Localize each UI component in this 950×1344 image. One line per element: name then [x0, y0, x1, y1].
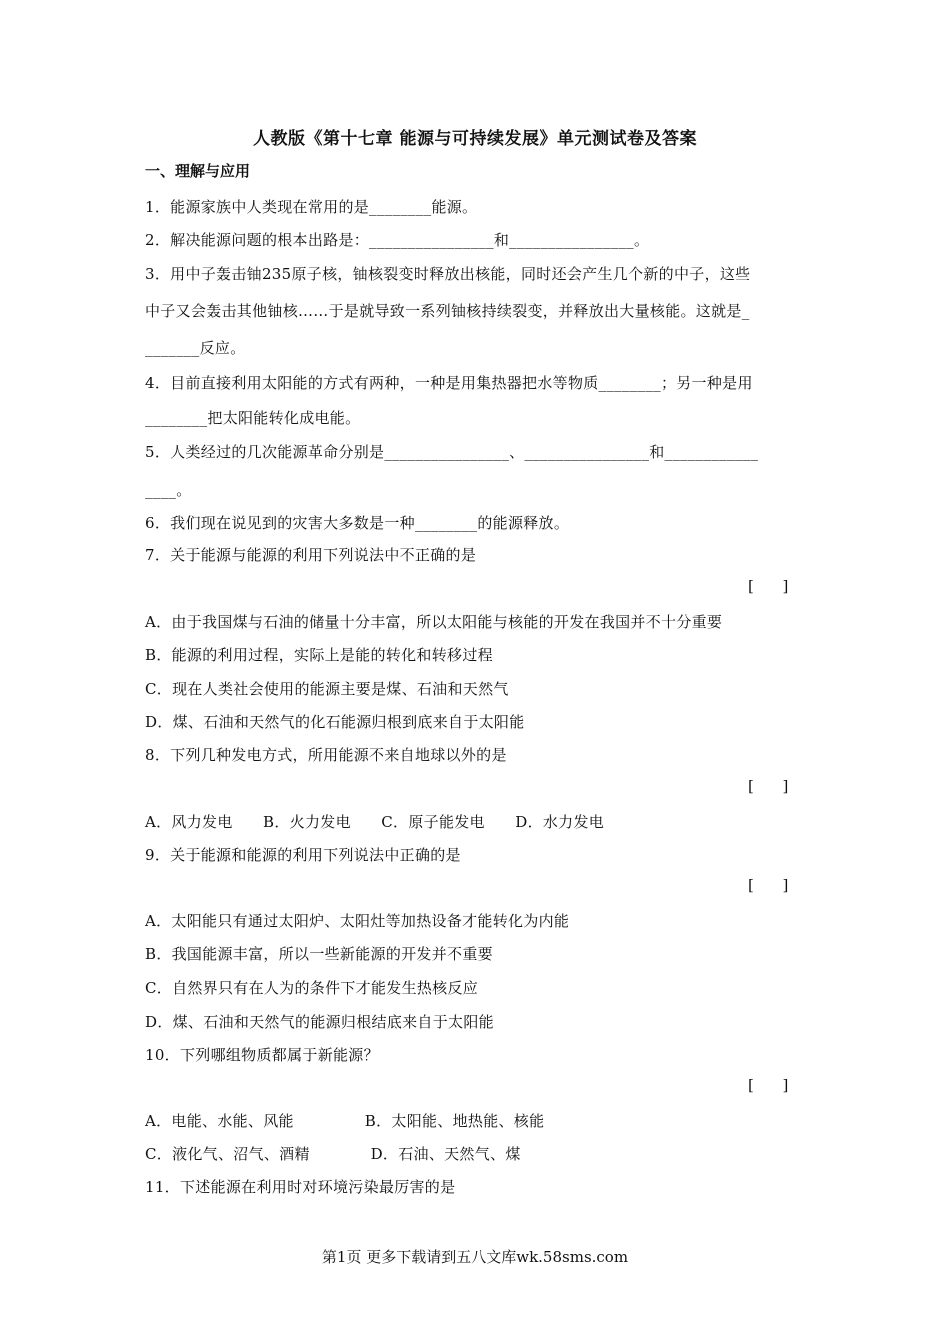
answer-bracket-10: [ ] — [748, 1076, 789, 1094]
question-3-line-1: 3．用中子轰击铀235原子核，铀核裂变时释放出核能，同时还会产生几个新的中子，这些 — [145, 265, 751, 283]
page-footer: 第1页 更多下载请到五八文库wk.58sms.com — [321, 1248, 629, 1266]
question-9-option-a: A．太阳能只有通过太阳炉、太阳灶等加热设备才能转化为内能 — [145, 912, 570, 930]
question-9: 9．关于能源和能源的利用下列说法中正确的是 — [145, 846, 461, 864]
question-7-option-c: C．现在人类社会使用的能源主要是煤、石油和天然气 — [145, 680, 509, 698]
document-title: 人教版《第十七章 能源与可持续发展》单元测试卷及答案 — [253, 129, 697, 149]
section-heading: 一、理解与应用 — [145, 162, 251, 180]
question-10: 10．下列哪组物质都属于新能源？ — [145, 1046, 379, 1064]
question-11: 11．下述能源在利用时对环境污染最厉害的是 — [145, 1178, 456, 1196]
question-4-line-1: 4．目前直接利用太阳能的方式有两种，一种是用集热器把水等物质________；另一种是用 — [145, 374, 753, 392]
question-3-line-3: _______反应。 — [145, 339, 246, 357]
question-7: 7．关于能源与能源的利用下列说法中不正确的是 — [145, 546, 477, 564]
question-1: 1．能源家族中人类现在常用的是________能源。 — [145, 198, 478, 216]
question-10-options-ab: A．电能、水能、风能 B．太阳能、地热能、核能 — [145, 1112, 545, 1130]
answer-bracket-8: [ ] — [748, 777, 789, 795]
answer-bracket-9: [ ] — [748, 876, 789, 894]
question-9-option-d: D．煤、石油和天然气的能源归根结底来自于太阳能 — [145, 1013, 494, 1031]
question-5-line-1: 5．人类经过的几次能源革命分别是________________、________________和____________ — [145, 443, 759, 461]
question-7-option-d: D．煤、石油和天然气的化石能源归根到底来自于太阳能 — [145, 713, 525, 731]
question-2: 2．解决能源问题的根本出路是：________________和________________。 — [145, 231, 650, 249]
question-8: 8．下列几种发电方式，所用能源不来自地球以外的是 — [145, 746, 507, 764]
question-6: 6．我们现在说见到的灾害大多数是一种________的能源释放。 — [145, 514, 570, 532]
question-9-option-c: C．自然界只有在人为的条件下才能发生热核反应 — [145, 979, 479, 997]
question-3-line-2: 中子又会轰击其他铀核……于是就导致一系列铀核持续裂变，并释放出大量核能。这就是_ — [145, 302, 750, 320]
question-10-options-cd: C．液化气、沼气、酒精 D．石油、天然气、煤 — [145, 1145, 521, 1163]
question-9-option-b: B．我国能源丰富，所以一些新能源的开发并不重要 — [145, 945, 493, 963]
question-5-line-2: ____。 — [145, 481, 192, 499]
answer-bracket-7: [ ] — [748, 577, 789, 595]
question-4-line-2: ________把太阳能转化成电能。 — [145, 409, 361, 427]
question-8-options: A．风力发电 B．火力发电 C．原子能发电 D．水力发电 — [145, 813, 605, 831]
question-7-option-b: B．能源的利用过程，实际上是能的转化和转移过程 — [145, 646, 493, 664]
question-7-option-a: A．由于我国煤与石油的储量十分丰富，所以太阳能与核能的开发在我国并不十分重要 — [145, 613, 723, 631]
